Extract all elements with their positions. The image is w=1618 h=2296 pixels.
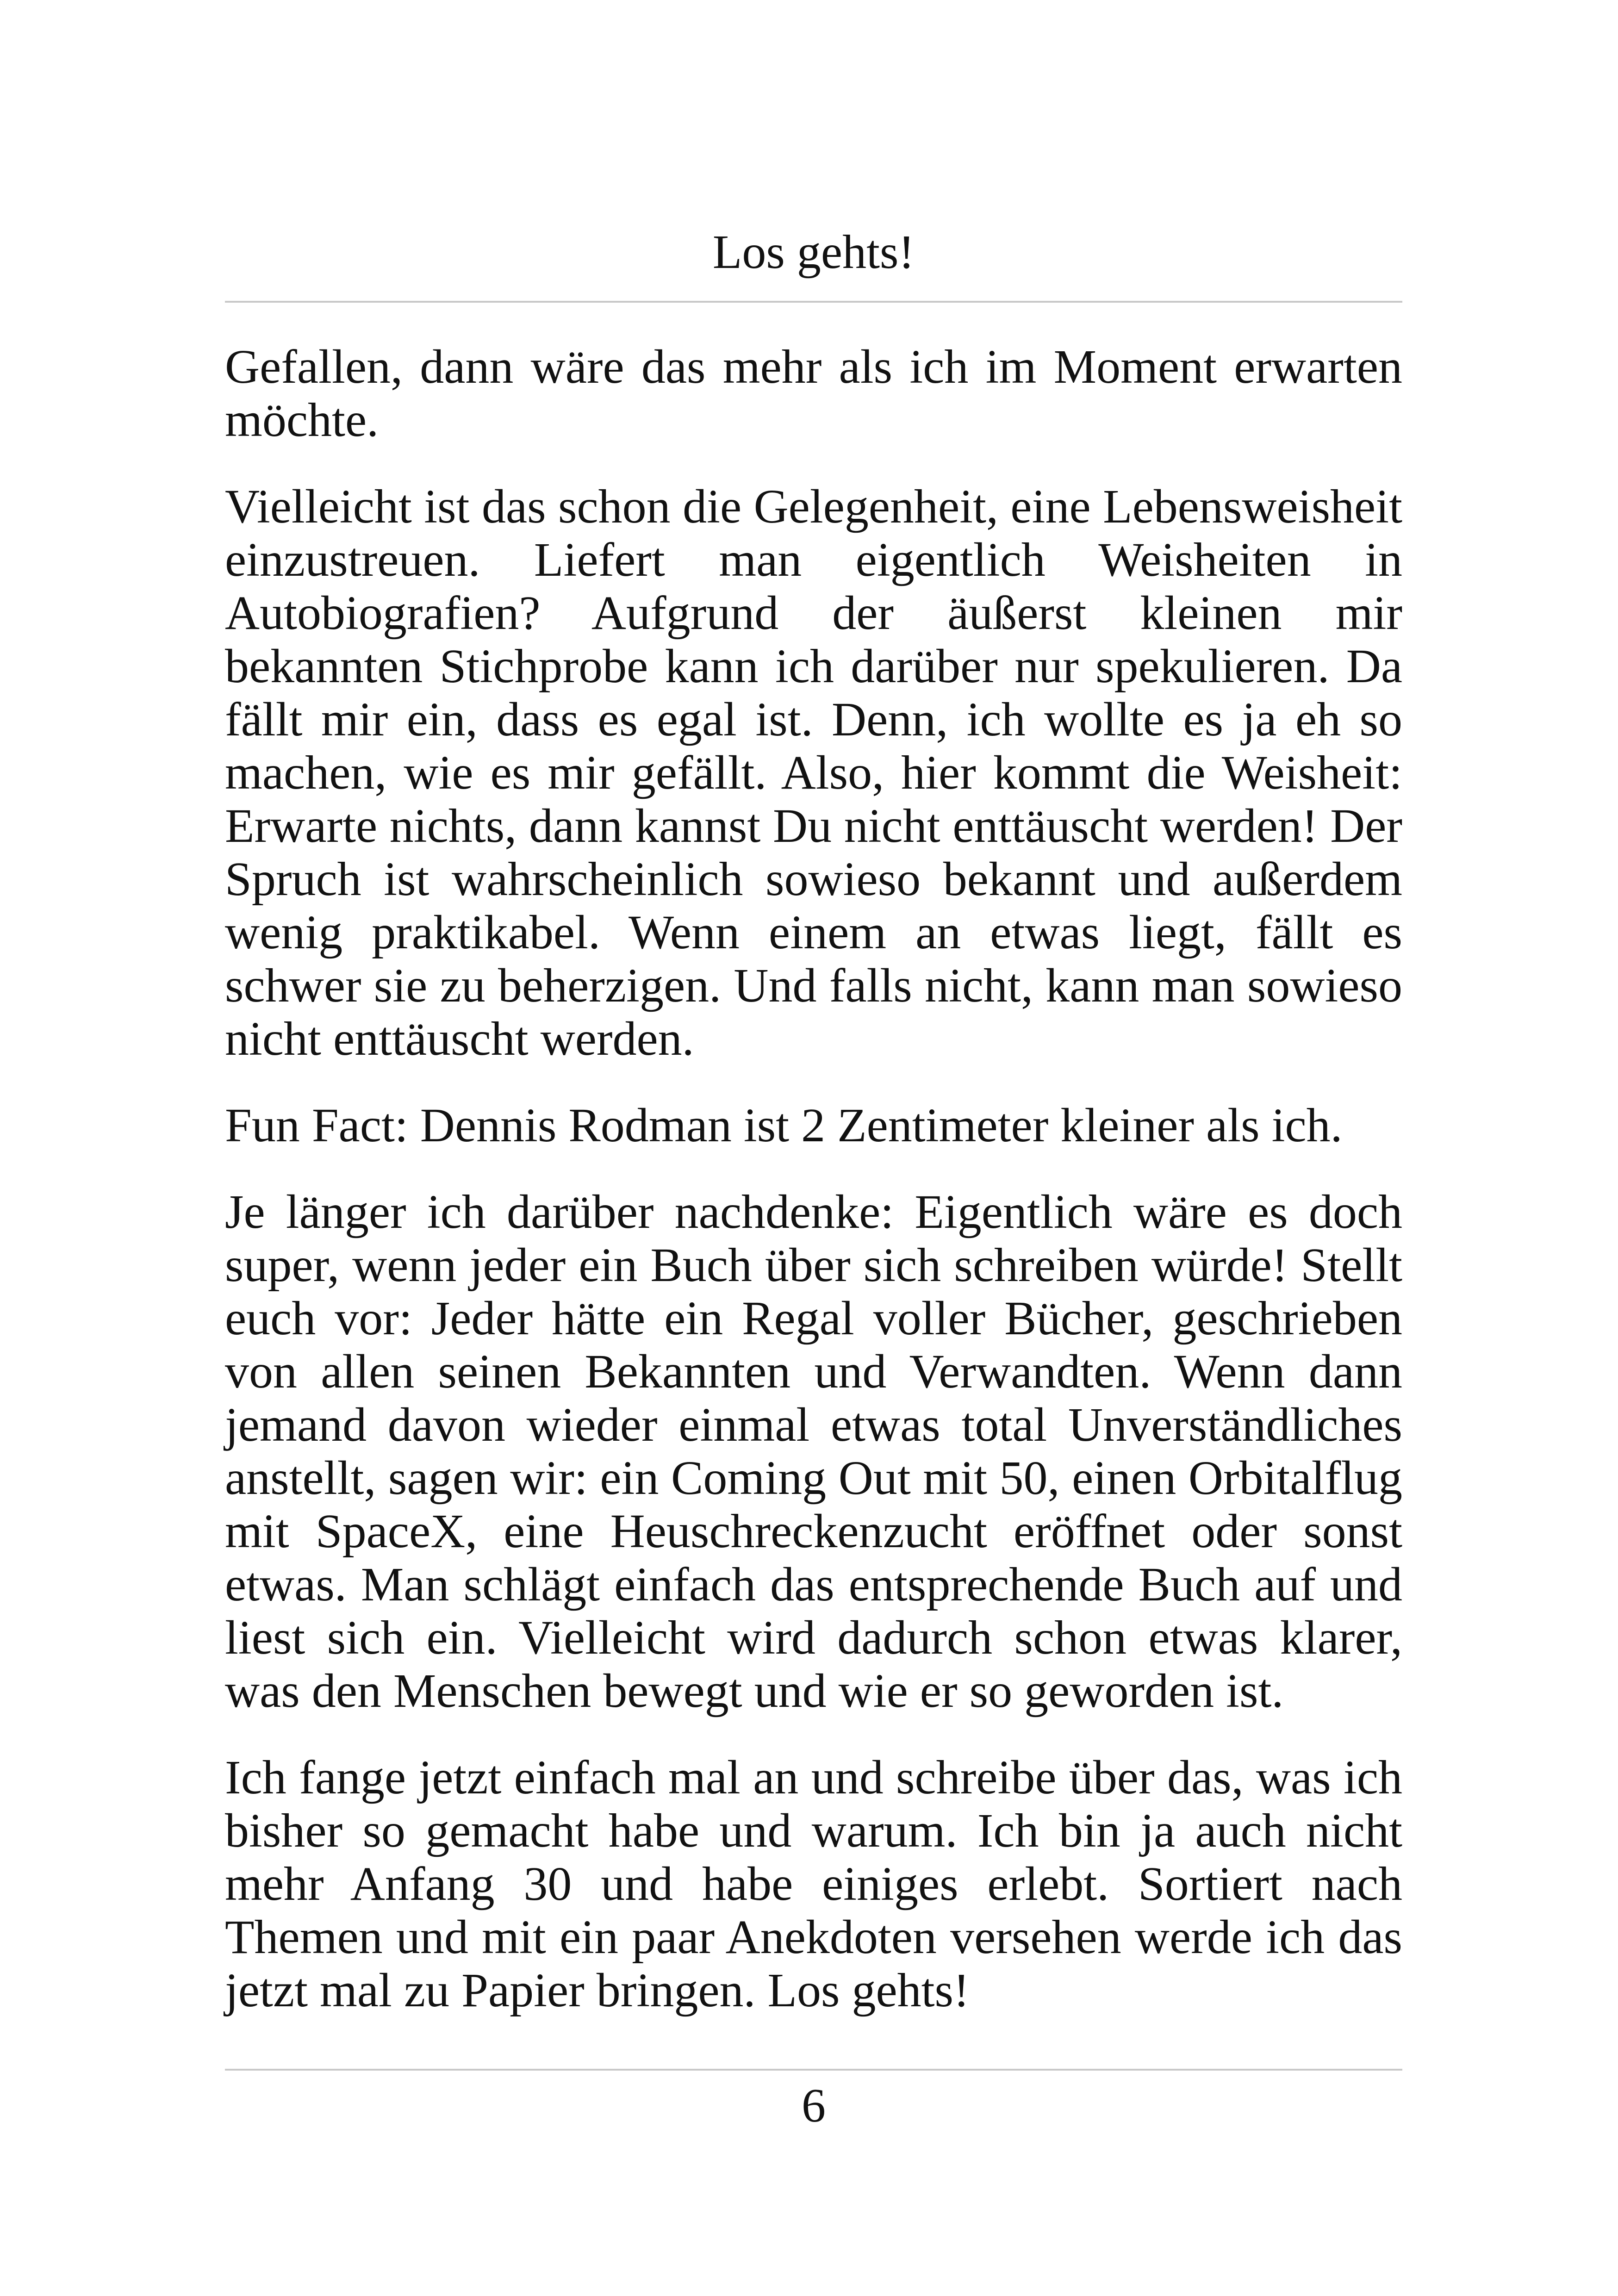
paragraph: Ich fange jetzt einfach mal an und schreibe über das, was ich bisher so gemacht habe und warum. Ich bin ja auch nicht mehr Anfang 30 und habe einiges erlebt. Sortiert nach Themen und mit ein paar Anekdoten versehen werde ich das jetzt mal zu Papier bringen. Los gehts! <box>225 1751 1402 2017</box>
running-header: Los gehts! <box>712 225 915 279</box>
paragraph: Fun Fact: Dennis Rodman ist 2 Zentimeter kleiner als ich. <box>225 1099 1343 1152</box>
page-number: 6 <box>802 2079 826 2132</box>
header-divider <box>225 301 1402 303</box>
footer-divider <box>225 2069 1402 2071</box>
paragraph: Gefallen, dann wäre das mehr als ich im Moment erwarten möchte. <box>225 340 1402 447</box>
page-body <box>225 340 1402 2050</box>
paragraph: Je länger ich darüber nachdenke: Eigentlich wäre es doch super, wenn jeder ein Buch über sich schreiben würde! Stellt euch vor: Jeder hätte ein Regal voller Bücher, geschrieben von allen seinen Bekannten und Verwandten. Wenn dann jemand davon wieder einmal etwas total Unverständliches anstellt, sagen wir: ein Coming Out mit 50, einen Orbitalflug mit SpaceX, eine Heuschreckenzucht eröffnet oder sonst etwas. Man schlägt einfach das entsprechende Buch auf und liest sich ein. Vielleicht wird dadurch schon etwas klarer, was den Menschen bewegt und wie er so geworden ist. <box>225 1185 1402 1717</box>
paragraph: Vielleicht ist das schon die Gelegenheit, eine Lebensweisheit einzustreuen. Liefert man eigentlich Weisheiten in Autobiografien? Aufgrund der äußerst kleinen mir bekannten Stichprobe kann ich darüber nur spekulieren. Da fällt mir ein, dass es egal ist. Denn, ich wollte es ja eh so machen, wie es mir gefällt. Also, hier kommt die Weisheit: Erwarte nichts, dann kannst Du nicht enttäuscht werden! Der Spruch ist wahrscheinlich sowieso bekannt und außerdem wenig praktikabel. Wenn einem an etwas liegt, fällt es schwer sie zu beherzigen. Und falls nicht, kann man sowieso nicht enttäuscht werden. <box>225 480 1402 1065</box>
